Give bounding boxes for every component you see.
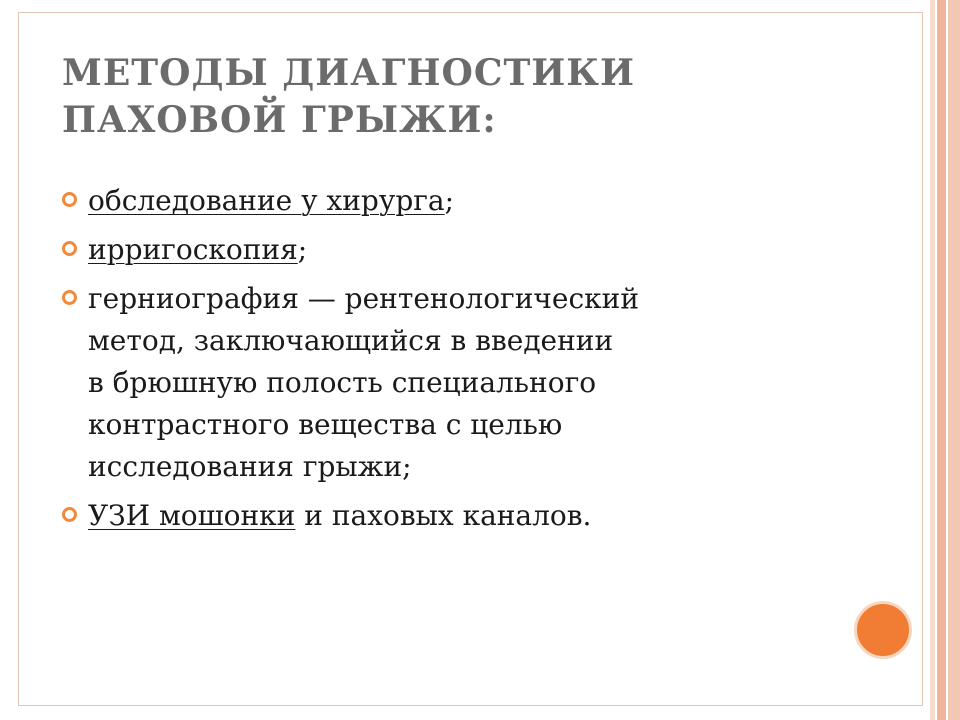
bullet-list xyxy=(62,180,782,544)
bullet-item-herniography xyxy=(62,278,782,488)
bullet-line: метод, заключающийся в введении xyxy=(88,324,614,357)
decorative-stripes xyxy=(930,0,960,720)
link-irrigoscopy[interactable]: ирригоскопия xyxy=(88,233,298,266)
bullet-text: ; xyxy=(444,184,455,217)
link-surgeon-exam[interactable]: обследование у хирурга xyxy=(88,184,445,217)
bullet-ring-icon xyxy=(62,192,77,207)
bullet-line: исследования грыжи; xyxy=(88,450,412,483)
orange-circle-icon xyxy=(854,601,912,659)
bullet-text: и паховых каналов. xyxy=(295,499,592,532)
bullet-item-surgeon xyxy=(62,180,782,222)
bullet-line: контрастного вещества с целью xyxy=(88,408,563,441)
bullet-line: герниография — рентенологический xyxy=(88,282,639,315)
title-line-2: ПАХОВОЙ ГРЫЖИ: xyxy=(62,99,497,141)
slide-title xyxy=(62,50,635,144)
title-line-1: МЕТОДЫ ДИАГНОСТИКИ xyxy=(62,52,636,94)
bullet-text: ; xyxy=(297,233,308,266)
bullet-item-irrigoscopy xyxy=(62,229,782,271)
link-ultrasound[interactable]: УЗИ мошонки xyxy=(88,499,296,532)
bullet-ring-icon xyxy=(62,290,77,305)
bullet-line: в брюшную полость специального xyxy=(88,366,597,399)
bullet-item-ultrasound xyxy=(62,495,782,537)
bullet-ring-icon xyxy=(62,241,77,256)
bullet-ring-icon xyxy=(62,507,77,522)
